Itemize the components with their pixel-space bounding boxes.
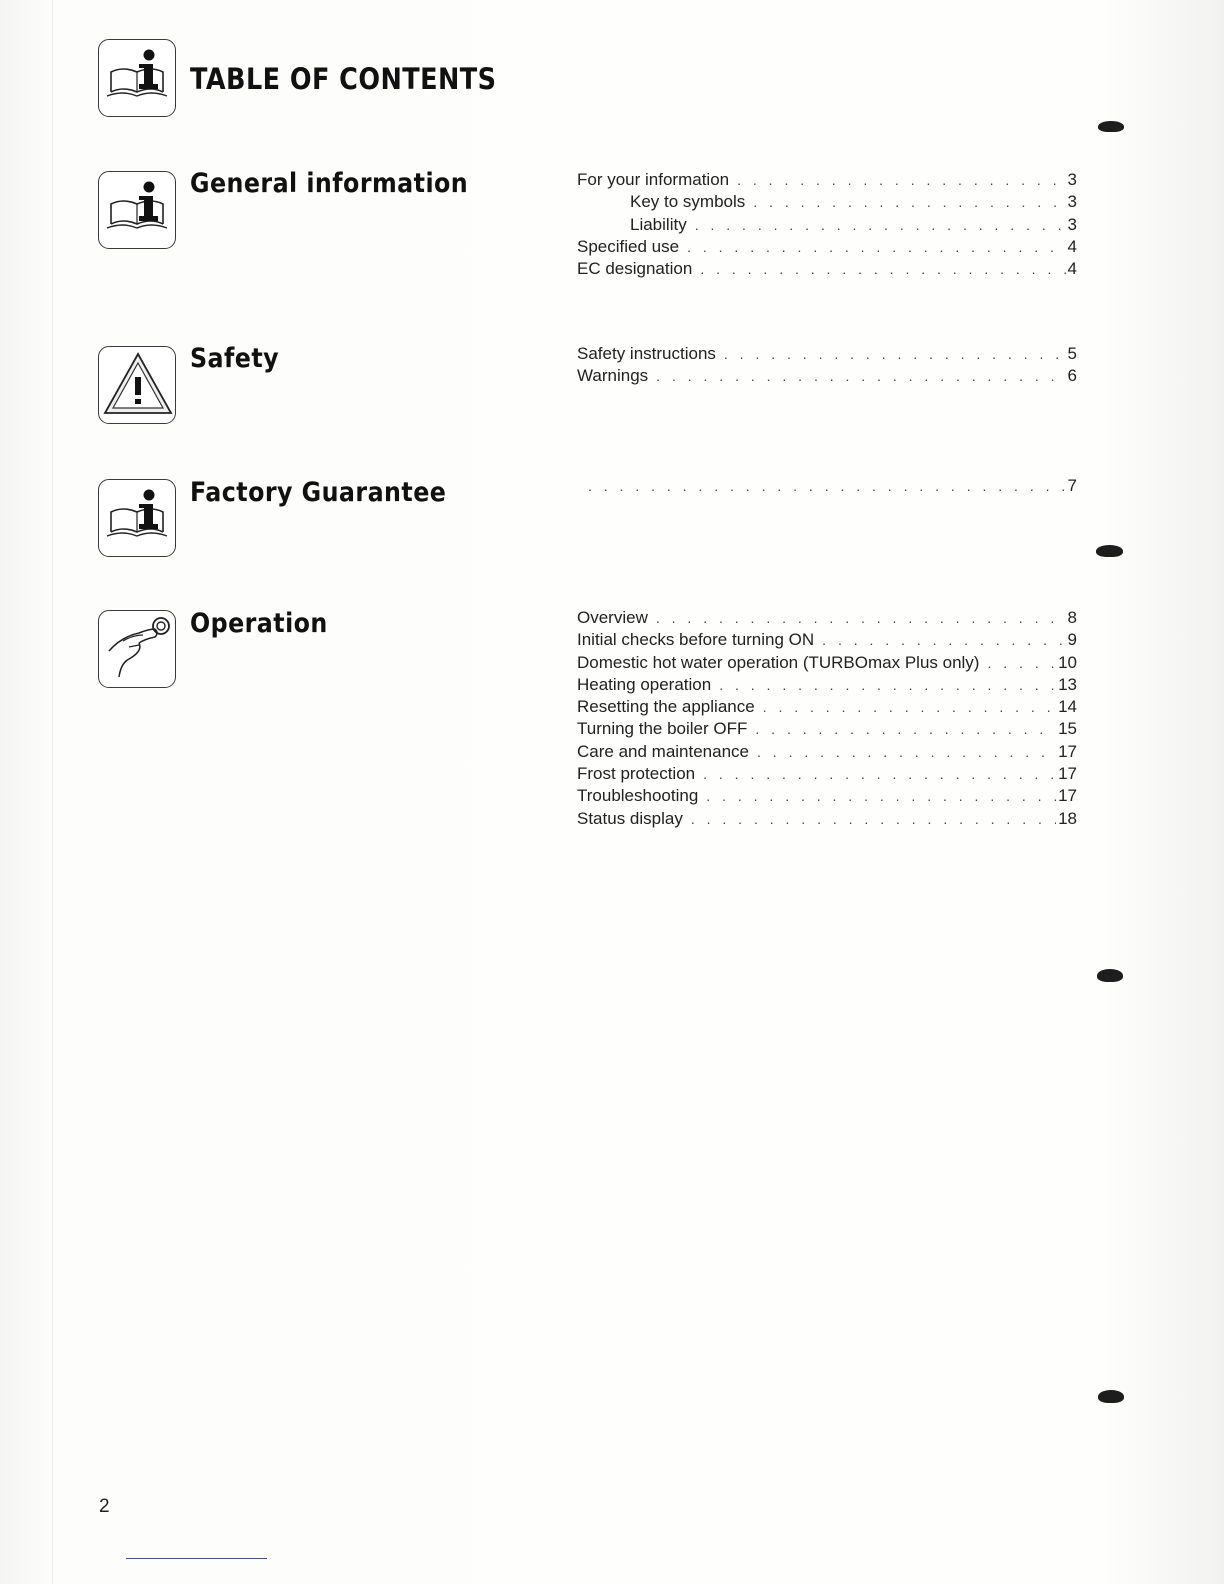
toc-entry[interactable]: Frost protection . . . 17 — [577, 763, 1077, 785]
toc-page-number: 17 — [1058, 741, 1077, 761]
toc-page-number: 17 — [1058, 786, 1077, 806]
toc-title: TABLE OF CONTENTS — [190, 62, 497, 96]
dot-leader — [755, 718, 1056, 740]
toc-page-number: 7 — [1067, 476, 1077, 495]
info-book-icon — [98, 479, 176, 557]
toc-entry[interactable]: Troubleshooting . . . 17 — [577, 785, 1077, 807]
toc-page-number: 9 — [1067, 630, 1077, 650]
toc-entry[interactable]: Overview . . . 8 — [577, 607, 1077, 629]
toc-entry[interactable]: Liability . . . 3 — [577, 214, 1077, 236]
toc-entry[interactable]: Turning the boiler OFF . . . 15 — [577, 718, 1077, 740]
toc-entry[interactable]: Status display . . . 18 — [577, 808, 1077, 830]
toc-entry[interactable]: Key to symbols . . . 3 — [577, 191, 1077, 213]
toc-entries-operation — [577, 607, 1077, 830]
toc-entry[interactable]: For your information . . . 3 — [577, 169, 1077, 191]
dot-leader — [656, 607, 1066, 629]
toc-page-number: 10 — [1058, 652, 1077, 672]
binder-hole-mark — [1098, 121, 1124, 132]
toc-page-number: 18 — [1058, 808, 1077, 828]
toc-page-number: 4 — [1067, 236, 1077, 256]
binder-hole-mark — [1098, 1390, 1124, 1403]
dot-leader — [695, 214, 1066, 236]
dot-leader — [724, 343, 1066, 365]
hand-knob-icon — [98, 610, 176, 688]
section-heading-factory-guarantee: Factory Guarantee — [190, 477, 447, 508]
dot-leader — [691, 808, 1056, 830]
toc-page-number: 3 — [1067, 214, 1077, 234]
info-book-icon — [98, 171, 176, 249]
toc-page-number: 5 — [1067, 344, 1077, 363]
dot-leader — [753, 191, 1065, 213]
page-number: 2 — [99, 1496, 110, 1517]
scan-edge — [52, 0, 53, 1584]
dot-leader — [703, 763, 1056, 785]
dot-leader — [822, 629, 1065, 651]
bottom-rule — [126, 1558, 267, 1559]
dot-leader — [656, 365, 1065, 387]
dot-leader — [987, 652, 1056, 674]
toc-entries-safety — [577, 343, 1077, 388]
toc-entry[interactable]: EC designation . . . 4 — [577, 258, 1077, 280]
toc-entry[interactable]: Warnings . . . 6 — [577, 365, 1077, 387]
toc-entry[interactable]: Care and maintenance . . . 17 — [577, 741, 1077, 763]
dot-leader — [763, 696, 1056, 718]
toc-page-number: 3 — [1067, 192, 1077, 212]
toc-entry[interactable] — [588, 475, 1077, 497]
dot-leader — [706, 785, 1056, 807]
warning-triangle-icon — [98, 346, 176, 424]
toc-entry[interactable]: Resetting the appliance . . . 14 — [577, 696, 1077, 718]
toc-page-number: 17 — [1058, 764, 1077, 784]
binder-hole-mark — [1096, 545, 1123, 557]
toc-page-number: 3 — [1067, 170, 1077, 189]
toc-page-number: 6 — [1067, 366, 1077, 386]
section-heading-safety: Safety — [190, 343, 280, 374]
dot-leader — [687, 236, 1065, 258]
toc-entry[interactable]: Domestic hot water operation (TURBOmax Plus only) . . . 10 — [577, 652, 1077, 674]
dot-leader — [719, 674, 1056, 696]
info-book-icon — [98, 39, 176, 117]
toc-page-number: 4 — [1067, 259, 1077, 279]
toc-entry[interactable]: Safety instructions . . . 5 — [577, 343, 1077, 365]
toc-entries-factory-guarantee — [588, 475, 1077, 497]
binder-hole-mark — [1097, 969, 1123, 982]
toc-page-number: 14 — [1058, 697, 1077, 717]
toc-entries-general-information — [577, 169, 1077, 280]
toc-entry[interactable]: Heating operation . . . 13 — [577, 674, 1077, 696]
dot-leader — [737, 169, 1065, 191]
toc-page-number: 13 — [1058, 674, 1077, 694]
toc-entry[interactable]: Specified use . . . 4 — [577, 236, 1077, 258]
section-heading-operation: Operation — [190, 608, 328, 639]
toc-entry[interactable]: Initial checks before turning ON . . . 9 — [577, 629, 1077, 651]
toc-page-number: 8 — [1067, 608, 1077, 627]
dot-leader — [757, 741, 1056, 763]
section-heading-general-information: General information — [190, 168, 469, 199]
toc-page-number: 15 — [1058, 719, 1077, 739]
dot-leader — [588, 475, 1066, 497]
dot-leader — [700, 258, 1065, 280]
